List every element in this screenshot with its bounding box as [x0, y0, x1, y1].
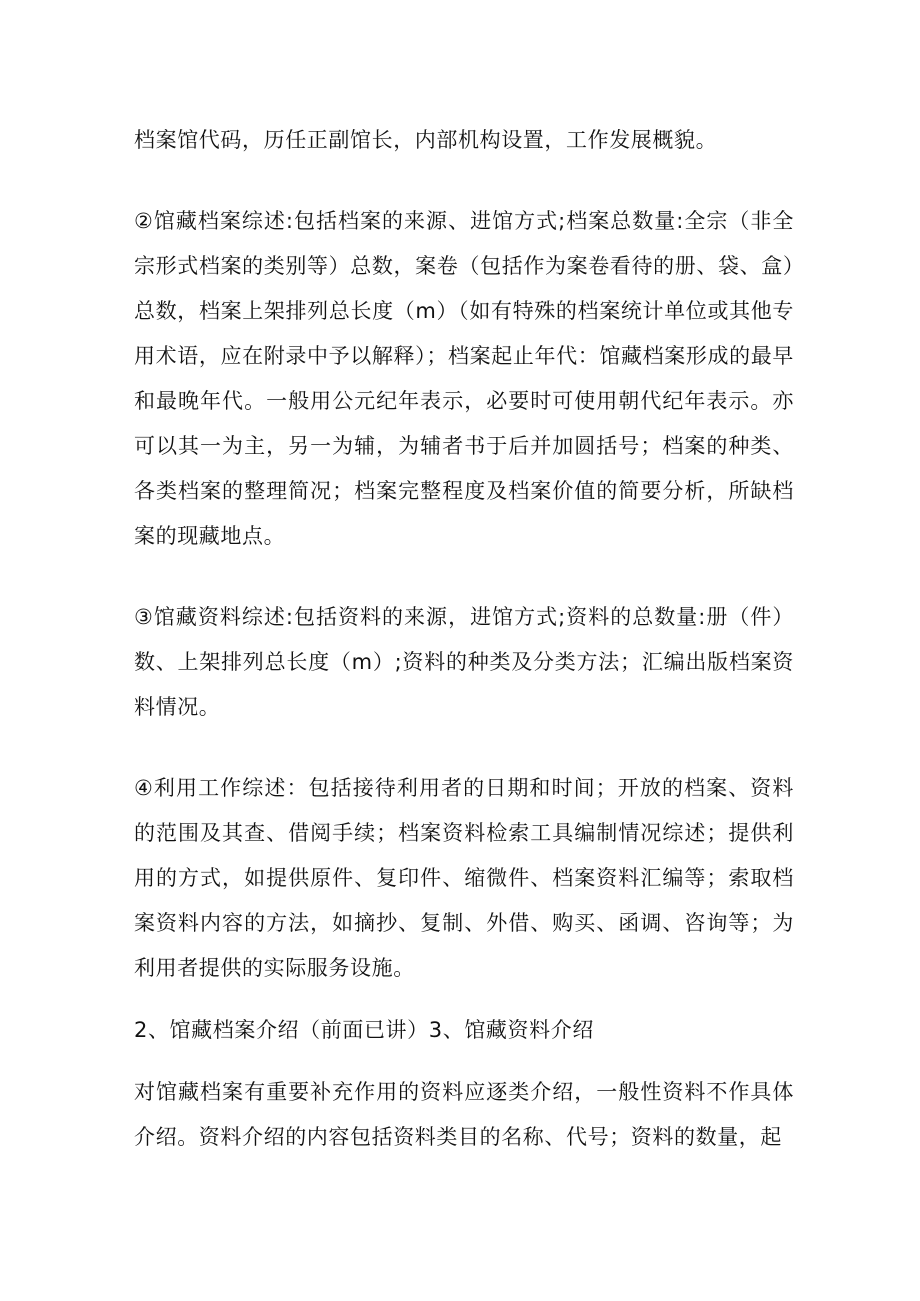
paragraph-materials-introduction: 对馆藏档案有重要补充作用的资料应逐类介绍，一般性资料不作具体介绍。资料介绍的内容包括资料类目的名称、代号；资料的数量，起 — [134, 1080, 794, 1149]
section-heading-archive-materials: 2、馆藏档案介绍（前面已讲）3、馆藏资料介绍 — [134, 1018, 594, 1042]
paragraph-materials-summary: ③馆藏资料综述:包括资料的来源，进馆方式;资料的总数量:册（件）数、上架排列总长度（m）;资料的种类及分类方法；汇编出版档案资料情况。 — [134, 605, 794, 719]
document-body — [134, 118, 794, 1160]
paragraph-archive-overview-end: 档案馆代码，历任正副馆长，内部机构设置，工作发展概貌。 — [134, 128, 718, 152]
paragraph-archive-holdings-summary: ②馆藏档案综述:包括档案的来源、进馆方式;档案总数量:全宗（非全宗形式档案的类别等）总数，案卷（包括作为案卷看待的册、袋、盒）总数，档案上架排列总长度（m）（如有特殊的档案统计单位或其他专用术语，应在附录中予以解释）；档案起止年代：馆藏档案形成的最早和最晚年代。一般用公元纪年表示，必要时可使用朝代纪年表示。亦可以其一为主，另一为辅，为辅者书于后并加圆括号；档案的种类、各类档案的整理简况；档案完整程度及档案价值的简要分析，所缺档案的现藏地点。 — [134, 209, 794, 548]
paragraph-utilization-summary: ④利用工作综述：包括接待利用者的日期和时间；开放的档案、资料的范围及其查、借阅手续；档案资料检索工具编制情况综述；提供利用的方式，如提供原件、复印件、缩微件、档案资料汇编等；索取档案资料内容的方法，如摘抄、复制、外借、购买、函调、咨询等；为利用者提供的实际服务设施。 — [134, 776, 794, 980]
